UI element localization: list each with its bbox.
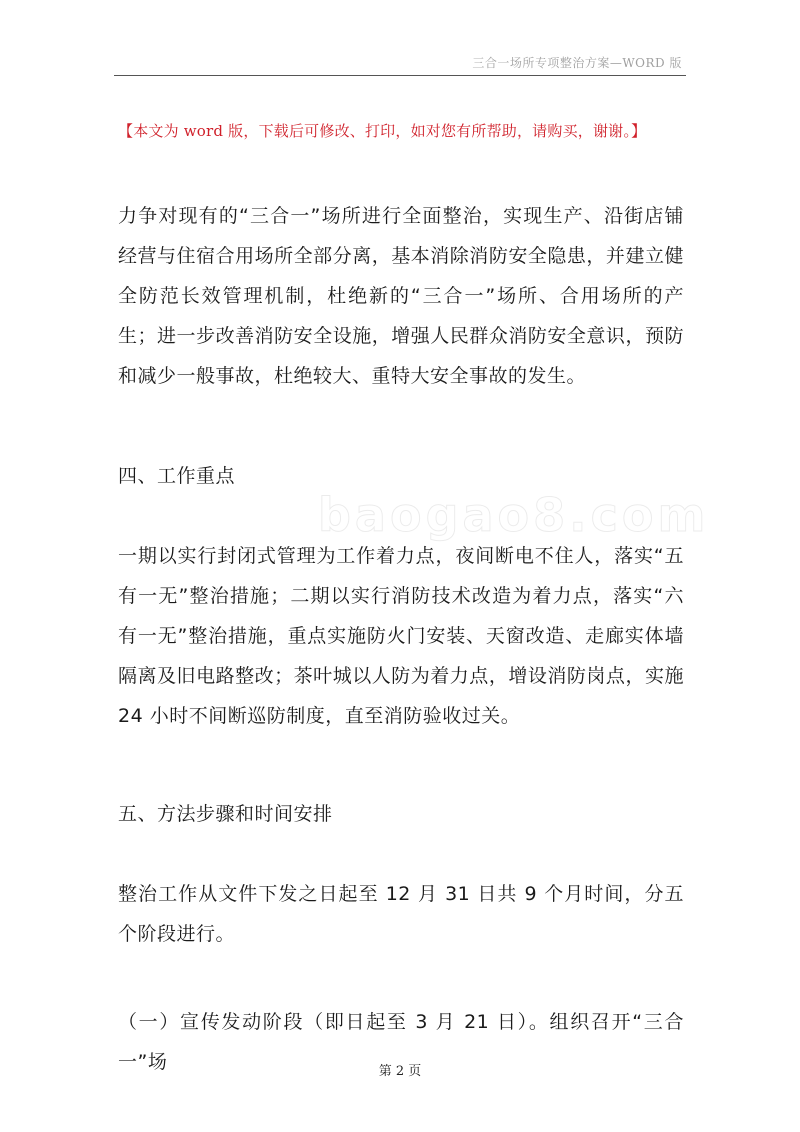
download-notice: 【本文为 word 版，下载后可修改、打印，如对您有所帮助，请购买，谢谢。】 bbox=[118, 122, 647, 140]
watermark: baogao8.com bbox=[318, 488, 710, 542]
section-heading-4: 四、工作重点 bbox=[118, 465, 236, 487]
paragraph-focus: 一期以实行封闭式管理为工作着力点，夜间断电不住人，落实“五有一无”整治措施；二期以实行消防技术改造为着力点，落实“六有一无”整治措施，重点实施防火门安装、天窗改造、走廊实体墙隔离及旧电路整改；茶叶城以人防为着力点，增设消防岗点，实施 24 小时不间断巡防制度，直至消防验收过关。 bbox=[118, 545, 684, 727]
paragraph-goal: 力争对现有的“三合一”场所进行全面整治，实现生产、沿街店铺经营与住宿合用场所全部分离，基本消除消防安全隐患，并建立健全防范长效管理机制，杜绝新的“三合一”场所、合用场所的产生；进一步改善消防安全设施，增强人民群众消防安全意识，预防和减少一般事故，杜绝较大、重特大安全事故的发生。 bbox=[118, 205, 684, 387]
header-title: 三合一场所专项整治方案—WORD 版 bbox=[472, 56, 682, 70]
page-number: 第 2 页 bbox=[378, 1064, 422, 1079]
paragraph-schedule: 整治工作从文件下发之日起至 12 月 31 日共 9 个月时间，分五个阶段进行。 bbox=[118, 883, 684, 945]
paragraph-stage-1: （一）宣传发动阶段（即日起至 3 月 21 日）。组织召开“三合一”场 bbox=[118, 1011, 684, 1073]
section-heading-5: 五、方法步骤和时间安排 bbox=[118, 803, 333, 825]
header-divider bbox=[114, 75, 686, 76]
